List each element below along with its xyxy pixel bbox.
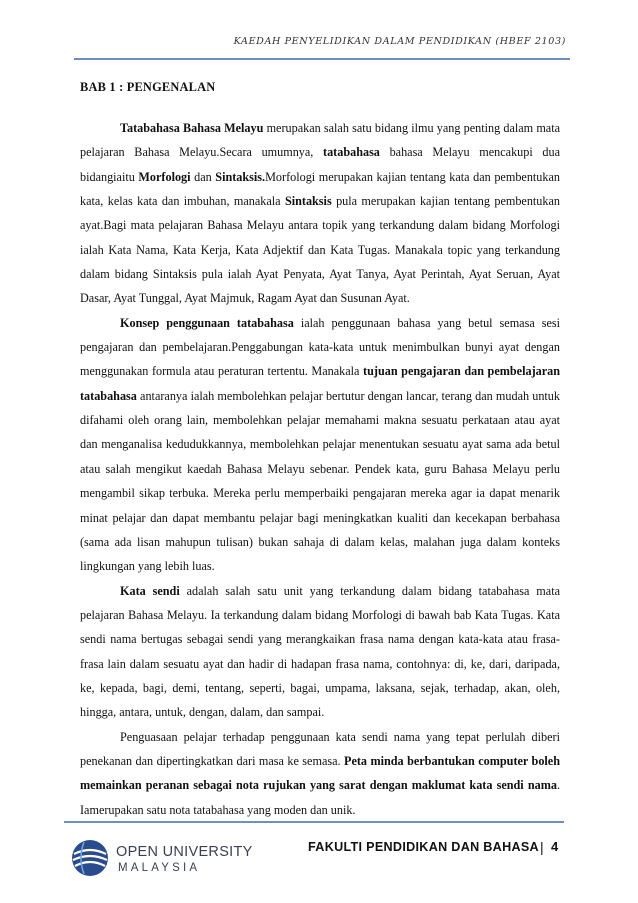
footer-separator: | <box>540 839 544 855</box>
header-rule <box>74 58 570 60</box>
globe-emblem-icon <box>70 838 110 878</box>
body-text <box>80 116 560 822</box>
text-run: ialah penggunaan bahasa yang betul semasa sesi pengajaran dan pembelajaran.Penggabungan kata-kata untuk menimbulkan bunyi ayat dengan menggunakan formula atau peraturan tertentu. Manakala <box>80 315 561 379</box>
bold-text: Kata sendi <box>120 583 180 598</box>
chapter-heading: BAB 1 : PENGENALAN <box>80 80 216 94</box>
logo-country: MALAYSIA <box>118 862 201 874</box>
bold-text: Morfologi <box>138 169 191 184</box>
text-run: Penguasaan pelajar terhadap penggunaan kata sendi nama yang tepat perlulah diberi penekanan dan dipertingkatkan dari masa ke semasa. <box>80 729 560 768</box>
bold-text: Tatabahasa Bahasa Melayu <box>120 121 264 135</box>
text-run: antaranya ialah membolehkan pelajar bertutur dengan lancar, terang dan mudah untuk difahami oleh orang lain, membolehkan pelajar memahami makna sesuatu perkataan atau ayat dan menganalisa kedudukkannya, membolehkan pelajar menentukan sesuatu ayat sama ada betul atau salah mengikut kaedah Bahasa Melayu sebenar. Pendek kata, guru Bahasa Melayu perlu mengambil sikap terbuka. Mereka perlu memperbaiki pengajaran mereka agar ia dapat menarik minat pelajar dan dapat membantu pelajar bagi meningkatkan kualiti dan kecekapan berbahasa (sama ada lisan mahupun tulisan) bukan sahaja di dalam kelas, malahan juga dalam konteks lingkungan yang lebih luas. <box>80 388 560 574</box>
text-run: merupakan salah satu bidang ilmu yang penting dalam mata pelajaran Bahasa Melayu.Secara umumnya, <box>80 121 561 160</box>
page-number: 4 <box>551 839 559 854</box>
text-run: . Iamerupakan satu nota tatabahasa yang moden dan unik. <box>80 778 560 817</box>
bold-text: Peta minda berbantukan computer boleh memainkan peranan sebagai nota rujukan yang sarat dengan maklumat kata sendi nama <box>80 753 560 793</box>
logo-name: OPEN UNIVERSITY <box>116 844 253 860</box>
bold-text: Konsep penggunaan tatabahasa <box>120 315 294 330</box>
bold-text: tujuan pengajaran dan pembelajaran tatabahasa <box>80 364 560 403</box>
text-run: dan <box>190 169 216 184</box>
text-run: pula merupakan kajian tentang pembentukan ayat.Bagi mata pelajaran Bahasa Melayu antara topik yang terkandung dalam bidang Morfologi ialah Kata Nama, Kata Kerja, Kata Adjektif dan Kata Tugas. Manakala topic yang terkandung dalam bidang Sintaksis pula ialah Ayat Penyata, Ayat Tanya, Ayat Perintah, Ayat Seruan, Ayat Dasar, Ayat Tunggal, Ayat Majmuk, Ragam Ayat dan Susunan Ayat. <box>80 194 561 306</box>
bold-text: Sintaksis <box>284 194 332 209</box>
header-title: KAEDAH PENYELIDIKAN DALAM PENDIDIKAN (HBEF 2103) <box>233 36 566 47</box>
bold-text: tatabahasa <box>323 145 380 160</box>
footer-rule <box>64 821 564 823</box>
text-run: bahasa Melayu mencakupi dua bidangiaitu <box>80 145 560 184</box>
text-run: adalah salah satu unit yang terkandung dalam bidang tatabahasa mata pelajaran Bahasa Melayu. Ia terkandung dalam bidang Morfologi di bawah bab Kata Tugas. Kata sendi nama bertugas sebagai sendi yang merangkaikan frasa nama dengan kata-kata atau frasa-frasa lain dalam sesuatu ayat dan hadir di hadapan frasa nama, contohnya: di, ke, dari, daripada, ke, kepada, bagi, demi, tentang, seperti, bagai, umpama, laksana, sejak, terhadap, akan, oleh, hingga, antara, untuk, dengan, dalam, dan sampai. <box>80 583 560 720</box>
text-run: Morfologi merupakan kajian tentang kata dan pembentukan kata, kelas kata dan imbuhan, manakala <box>80 169 560 209</box>
paragraph <box>80 579 560 725</box>
bold-text: Sintaksis. <box>215 169 266 184</box>
footer-faculty: FAKULTI PENDIDIKAN DAN BAHASA <box>308 840 539 854</box>
paragraph <box>80 725 560 822</box>
paragraph <box>80 116 560 311</box>
paragraph <box>80 311 560 579</box>
university-logo <box>70 836 253 882</box>
